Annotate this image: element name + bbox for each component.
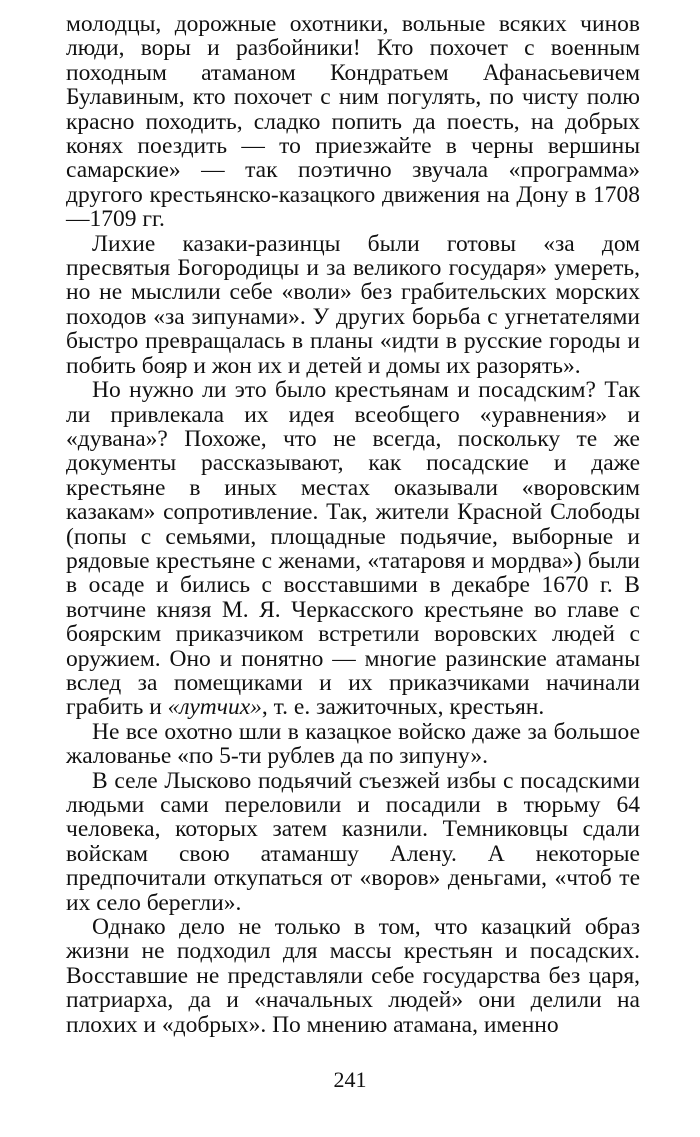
italic-word: «лутчих»	[167, 694, 262, 721]
page-number: 241	[333, 1067, 367, 1092]
paragraph-razin-cossacks: Лихие казаки-разинцы были готовы «за дом пресвятыя Богородицы и за великого государя» умереть, но не мыслили себе «воли» без грабительских морских походов «за зипунами». У других борьба с угнетателями быстро превращалась в планы «идти в русские городы и побить бояр и жон их и детей и домы их разорять».	[66, 230, 640, 379]
paragraph-salary: Не все охотно шли в казацкое войско даже за большое жалованье «по 5-ти рублев да по зипуну».	[66, 718, 640, 770]
paragraph-bulavin-quote: молодцы, дорожные охотники, вольные всяких чинов люди, воры и разбойники! Кто похочет с военным походным атаманом Кондратьем Афанасьевичем Булавиным, кто похочет с ним погулять, по чисту полю красно походить, сладко попить да поесть, на добрых конях поездить — то приезжайте в черны вершины самарские» — так поэтично звучала «программа» другого крестьянско-казацкого движения на Дону в 1708—1709 гг.	[66, 11, 640, 233]
paragraph-lyskovo: В селе Лысково подьячий съезжей избы с посадскими людьми сами переловили и посадили в тюрьму 64 человека, которых затем казнили. Темниковцы сдали войскам свою атаманшу Алену. А некоторые предпочитали откупаться от «воров» деньгами, «чтоб те их село берегли».	[66, 767, 640, 916]
page-text-block	[66, 12, 640, 1037]
paragraph-peasants-resistance: Но нужно ли это было крестьянам и посадским? Так ли привлекала их идея всеобщего «уравнения» и «дувана»? Похоже, что не всегда, поскольку те же документы рассказывают, как посадские и даже крестьяне в иных местах оказывали «воровским казакам» сопротивление. Так, жители Красной Слободы (попы с семьями, площадные подьячие, выборные и рядовые крестьяне с женами, «татаровя и мордва») были в осаде и бились с восставшими в декабре 1670 г. В вотчине князя М. Я. Черкасского крестьяне во главе с боярским приказчиком встретили воровских людей с оружием. Оно и понятно — многие разинские атаманы вслед за помещиками и их приказчиками начинали грабить и «лутчих», т. е. зажиточных, крестьян.	[66, 377, 640, 721]
paragraph-state-view: Однако дело не только в том, что казацкий образ жизни не подходил для массы крестьян и посадских. Восставшие не представляли себе государства без царя, патриарха, да и «начальных людей» они делили на плохих и «добрых». По мнению атамана, именно	[66, 914, 640, 1038]
